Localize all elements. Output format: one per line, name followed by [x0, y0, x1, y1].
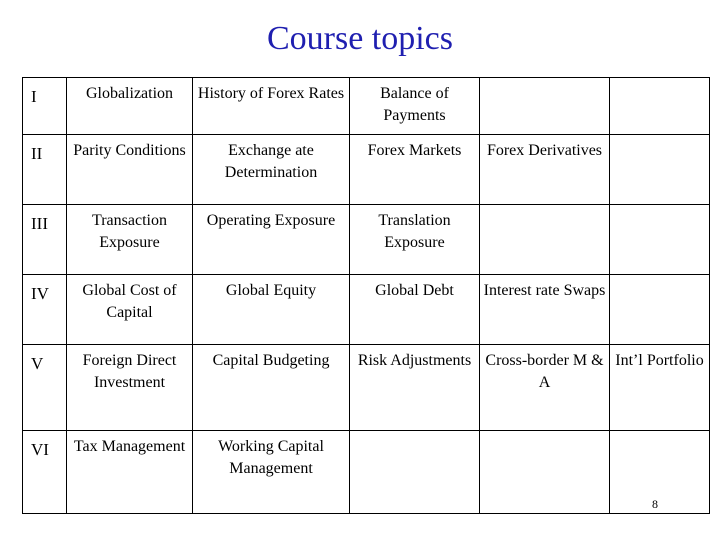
- topic-cell: [610, 275, 710, 345]
- topic-cell: Int’l Portfolio: [610, 345, 710, 431]
- topic-cell: [350, 431, 480, 514]
- table-row: [23, 205, 710, 275]
- topic-cell: Forex Markets: [350, 135, 480, 205]
- table-row: [23, 345, 710, 431]
- slide-title: Course topics: [266, 20, 454, 57]
- topic-cell: Exchange ate Determination: [193, 135, 350, 205]
- topic-cell: [480, 78, 610, 135]
- table-row: [23, 275, 710, 345]
- page-number: 8: [652, 497, 658, 511]
- row-number: VI: [23, 431, 67, 514]
- topic-cell: Capital Budgeting: [193, 345, 350, 431]
- topic-cell: Risk Adjustments: [350, 345, 480, 431]
- topic-cell: Translation Exposure: [350, 205, 480, 275]
- topic-cell: Working Capital Management: [193, 431, 350, 514]
- topic-cell: Interest rate Swaps: [480, 275, 610, 345]
- topic-cell: Tax Management: [67, 431, 193, 514]
- row-number: V: [23, 345, 67, 431]
- row-number: IV: [23, 275, 67, 345]
- topic-cell: Global Debt: [350, 275, 480, 345]
- topic-cell: Globalization: [67, 78, 193, 135]
- topic-cell: [610, 205, 710, 275]
- topic-cell: Global Cost of Capital: [67, 275, 193, 345]
- topic-cell: [610, 78, 710, 135]
- topic-cell: Foreign Direct Investment: [67, 345, 193, 431]
- topic-cell: Parity Conditions: [67, 135, 193, 205]
- topic-cell: Balance of Payments: [350, 78, 480, 135]
- topic-cell: Cross-border M & A: [480, 345, 610, 431]
- table-row: [23, 135, 710, 205]
- row-number: II: [23, 135, 67, 205]
- row-number: III: [23, 205, 67, 275]
- topic-cell: Operating Exposure: [193, 205, 350, 275]
- table-row: [23, 78, 710, 135]
- topic-cell: [480, 431, 610, 514]
- topic-cell: Global Equity: [193, 275, 350, 345]
- topic-cell: Forex Derivatives: [480, 135, 610, 205]
- topic-cell: [480, 205, 610, 275]
- topic-cell: [610, 431, 710, 514]
- topic-cell: Transaction Exposure: [67, 205, 193, 275]
- topic-cell: History of Forex Rates: [193, 78, 350, 135]
- row-number: I: [23, 78, 67, 135]
- table-row: [23, 431, 710, 514]
- course-topics-table: [22, 77, 710, 514]
- topic-cell: [610, 135, 710, 205]
